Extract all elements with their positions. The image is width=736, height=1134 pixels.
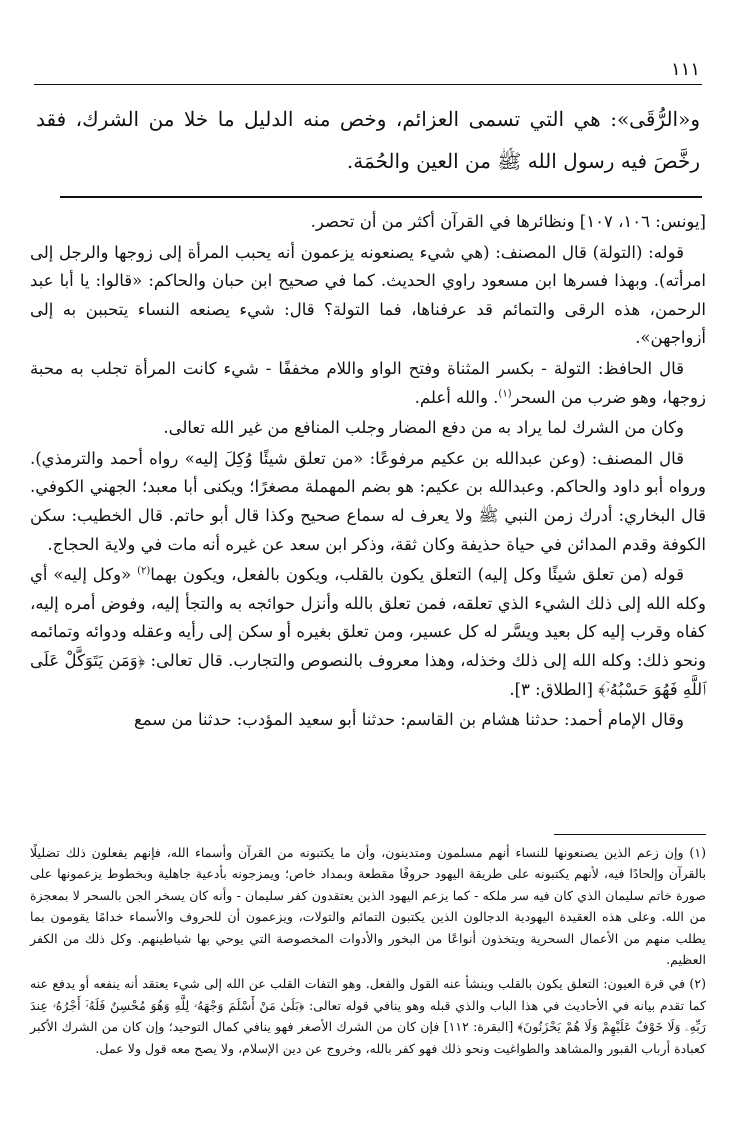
commentary-paragraph-6	[30, 561, 706, 704]
matn-paragraph: و«الرُّقَى»: هي التي تسمى العزائم، وخص منه الدليل ما خلا من الشرك، فقد رخَّصَ فيه رسول الله ﷺ من العين والحُمَة.	[36, 107, 700, 173]
footnote-1: (١) وإن زعم الذين يصنعونها للنساء أنهم مسلمون ومتدينون، وأن ما يكتبونه من القرآن وأسماء الله، فإنهم يفعلون ذلك تضليلًا بالقرآن وإلحادًا فيه، لأنهم يكتبونه على طريقة اليهود حروفًا مقطعة وبمداد خاص؛ ويمزجونه بأدعية جاهلية وبخطوط يزعمونها على صورة خاتم سليمان الذي كان فيه سر ملكه - كما يزعم اليهود الذين يعتقدون كفر سليمان - وأنه كان يسخر الجن بالسحر لا بمعجزة من الله. وعلى هذه العقيدة اليهودية الدجالون الذين يكتبون التمائم والتولات، ويزعمون أن للحروف والأسماء خدامًا يقومون بما يطلب منهم من الأعمال السحرية ويتخذون أنواعًا من البخور والأدوات المخصوصة التي يوحي بها شياطينهم. وكل ذلك من الكفر العظيم.	[30, 845, 706, 968]
header-rule	[34, 84, 702, 85]
commentary-paragraph-6-cont: «وكل إليه» أي وكله الله إلى ذلك الشيء الذي تعلقه، فمن تعلق بالله وأنزل حوائجه به والتجأ إليه، وفوض أمره إليه، كفاه وقرب إليه كل بعيد ويسَّر له كل عسير، ومن تعلق بغيره أو سكن إلى رأيه وعقله ودوائه وتمائمه ونحو ذلك: وكله الله إلى ذلك وخذله، وهذا معروف بالنصوص والتجارب. قال تعالى: ﴿وَمَن يَتَوَكَّلْ عَلَى ٱللَّهِ فَهُوَ حَسْبُهُۥٓ﴾ [الطلاق: ٣].	[30, 565, 706, 699]
footnote-rule	[554, 834, 706, 835]
page-number: ١١١	[670, 59, 700, 80]
commentary-paragraph-4: وكان من الشرك لما يراد به من دفع المضار وجلب المنافع من غير الله تعالى.	[163, 418, 684, 438]
commentary-paragraph-2: قوله: (التولة) قال المصنف: (هي شيء يصنعونه يزعمون أنه يحبب المرأة إلى زوجها والرجل إلى امرأته). وبهذا فسرها ابن مسعود راوي الحديث. كما في صحيح ابن حبان والحاكم: «قالوا: يا أبا عبد الرحمن، هذه الرقى والتمائم قد عرفناها، فما التولة؟ قال: شيء يصنعه النساء يتحببن به إلى أزواجهن».	[30, 242, 706, 348]
footnote-ref-2: (٢)	[137, 565, 151, 577]
commentary-text-block	[30, 208, 706, 737]
commentary-paragraph-5: قال المصنف: (وعن عبدالله بن عكيم مرفوعًا: «من تعلق شيئًا وُكِلَ إليه» رواه أحمد والترمذي). ورواه أبو داود والحاكم. وعبدالله بن عكيم: هو بضم المهملة مصغرًا؛ ويكنى أبا معبد؛ الجهني الكوفي. قال البخاري: أدرك زمن النبي ﷺ ولا يعرف له سماع صحيح وكذا قال أبو حاتم. قال الخطيب: سكن الكوفة وقدم المدائن في حياة حذيفة وكان ثقة، وذكر ابن سعد عن غيره أنه مات في ولاية الحجاج.	[30, 448, 706, 554]
footnote-ref-1: (١)	[498, 388, 512, 400]
matn-text-block	[36, 98, 700, 182]
footnotes-block	[30, 842, 706, 1062]
commentary-paragraph-3-text: قال الحافظ: التولة - بكسر المثناة وفتح الواو واللام مخففًا - شيء كانت المرأة تجلب به محبة زوجها، وهو ضرب من السحر	[30, 358, 706, 407]
commentary-paragraph-6-text: قوله (من تعلق شيئًا وكل إليه) التعلق يكون بالقلب، ويكون بالفعل، ويكون بهما	[150, 565, 685, 585]
commentary-paragraph-1: [يونس: ١٠٦، ١٠٧] ونظائرها في القرآن أكثر من أن تحصر.	[310, 212, 706, 231]
commentary-paragraph-3	[30, 355, 706, 412]
commentary-paragraph-3-end: . والله أعلم.	[414, 387, 499, 407]
commentary-paragraph-7: وقال الإمام أحمد: حدثنا هشام بن القاسم: حدثنا أبو سعيد المؤدب: حدثنا من سمع	[133, 710, 684, 730]
footnote-2: (٢) في قرة العيون: التعلق يكون بالقلب وينشأ عنه القول والفعل. وهو التفات القلب عن الله إلى شيء يعتقد أنه ينفعه أو يدفع عنه كما تقدم بيانه في الأحاديث في هذا الباب والذي قبله وهو ينافي قوله تعالى: ﴿بَلَىٰ مَنْ أَسْلَمَ وَجْهَهُۥ لِلَّهِ وَهُوَ مُحْسِنٌ فَلَهُۥٓ أَجْرُهُۥ عِندَ رَبِّهِۦ وَلَا خَوْفٌ عَلَيْهِمْ وَلَا هُمْ يَحْزَنُونَ﴾ [البقرة: ١١٢] فإن كان من الشرك الأصغر فهو ينافي كمال التوحيد؛ وإن كان من الشرك الأكبر كعبادة أرباب القبور والمشاهد والطواغيت ونحو ذلك فهو كفر بالله، وخروج عن دين الإسلام، ولا يصح معه قول ولا عمل.	[30, 976, 706, 1056]
separator-rule	[60, 196, 702, 198]
